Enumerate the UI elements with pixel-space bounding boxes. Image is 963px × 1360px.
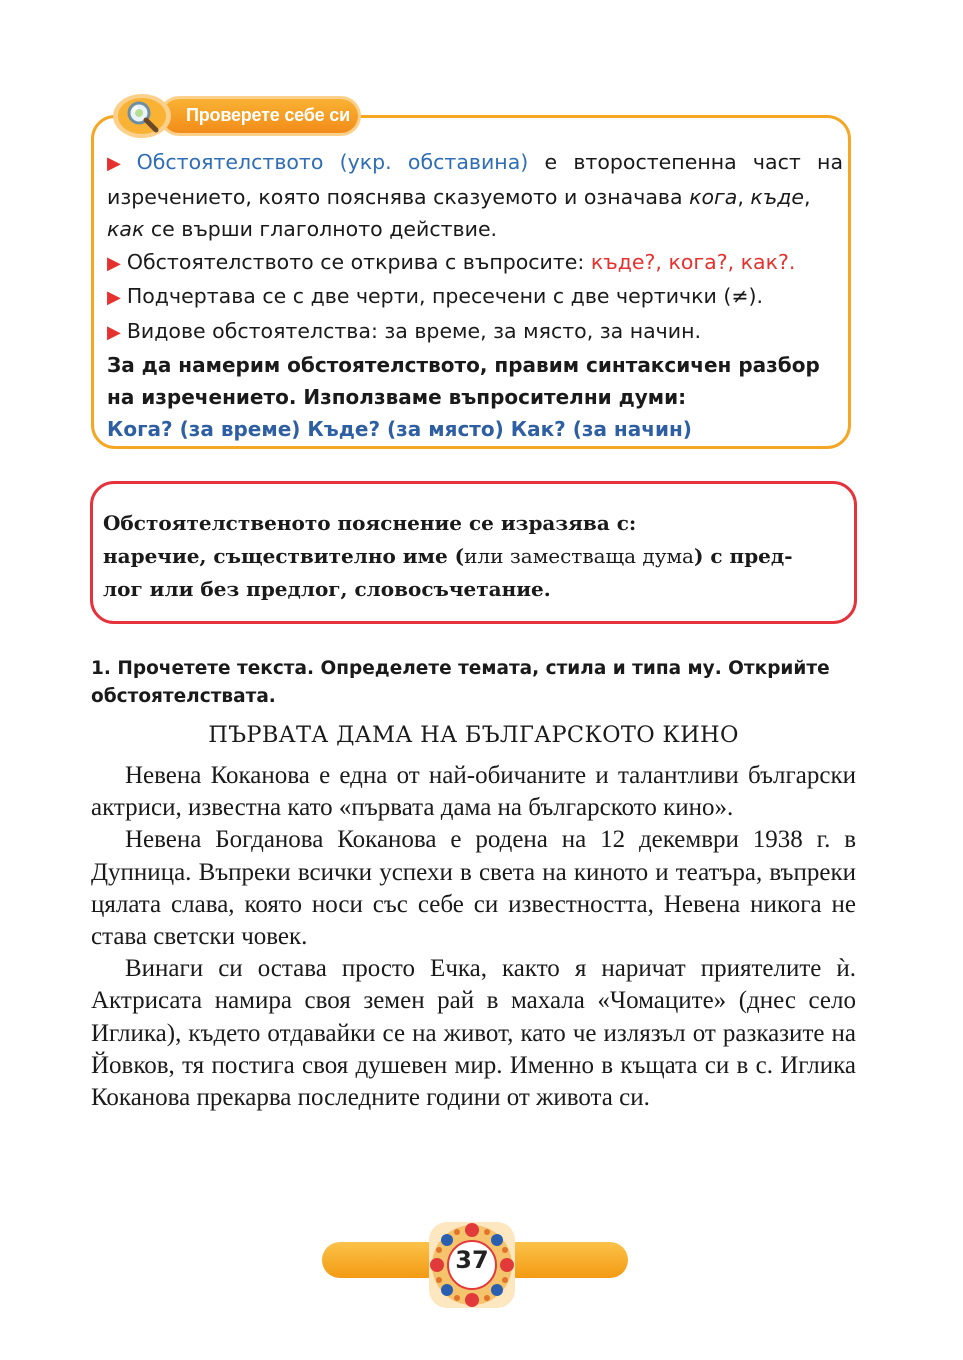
note-bold-a: наречие, съществително име (	[103, 544, 465, 568]
punct: ,	[737, 184, 751, 209]
page-number: 37	[455, 1246, 489, 1274]
word-kade: къде	[750, 184, 805, 209]
note-bold-b: ) с пред-	[693, 544, 793, 568]
rule-bold-summary: За да намерим обстоятелството, правим синтаксичен разбор на изречението. Използваме въпросителни думи:	[107, 353, 820, 409]
story-paragraph: Невена Богданова Коканова е родена на 12 декември 1938 г. в Дупница. Въпреки всички успехи в света на киното и театъра, въпреки цялата слава, която носи със себе си известността, Невена никога не става светски човек.	[91, 826, 856, 951]
rule-definition	[107, 146, 843, 246]
red-triangle-icon: ▶	[107, 153, 131, 174]
note-text	[103, 507, 847, 606]
rule-types	[107, 315, 843, 350]
red-triangle-icon: ▶	[107, 252, 121, 274]
rule-underline	[107, 280, 843, 315]
story-paragraph: Винаги си остава просто Ечка, както я наричат приятелите ѝ. Актрисата намира своя земен рай в махала «Чомаците» (днес село Иглика), където отдавайки се на живот, като че излязъл от разказите на Йовков, тя постига своя душевен мир. Именно в къщата си в с. Иглика Коканова прекарва последните години от живота си.	[91, 955, 856, 1112]
word-kak: как	[107, 217, 145, 241]
exercise-instruction	[91, 655, 856, 711]
note-line-3: лог или без предлог, словосъчетание.	[103, 577, 551, 601]
question-koga: кога?,	[668, 249, 735, 274]
story-paragraph: Невена Коканова е една от най-обичаните и талантливи български актриси, известна като «първата дама на българското кино».	[91, 762, 856, 822]
term-highlight: Обстоятелството (укр. обставина)	[136, 150, 529, 174]
story-text	[91, 760, 856, 1114]
word-koga: кога	[689, 184, 738, 209]
note-line-2	[103, 540, 847, 573]
rule-questions	[107, 246, 843, 281]
question-kak: как?.	[740, 249, 796, 274]
underline-text: Подчертава се с две черти, пресечени с две чертички (≠).	[126, 284, 764, 308]
questions-text: Обстоятелството се открива с въпросите:	[126, 249, 591, 274]
rule-question-words: Кога? (за време) Къде? (за място) Как? (за начин)	[107, 417, 692, 441]
check-yourself-header	[112, 93, 358, 139]
note-line-1: Обстоятелственото пояснение се изразява с:	[103, 511, 637, 535]
punct: ,	[804, 184, 811, 209]
exercise-text: 1. Прочетете текста. Определете темата, стила и типа му. Открийте обстоятелствата.	[91, 658, 830, 707]
red-triangle-icon: ▶	[107, 321, 121, 343]
story-title: ПЪРВАТА ДАМА НА БЪЛГАРСКОТО КИНО	[208, 722, 739, 748]
types-text: Видове обстоятелства: за време, за място, за начин.	[126, 318, 702, 343]
note-regular: или заместваща дума	[464, 544, 694, 568]
magnifier-icon	[112, 93, 172, 139]
definition-text-end: се върши глаголното действие.	[144, 217, 498, 241]
red-triangle-icon: ▶	[107, 287, 121, 308]
definition-text: е второстепенна част на изречението, която пояснява сказуемото и означава	[107, 150, 844, 209]
check-yourself-body	[107, 146, 843, 446]
question-kade: къде?,	[590, 249, 662, 274]
check-yourself-title: Проверете себе си	[186, 105, 350, 125]
